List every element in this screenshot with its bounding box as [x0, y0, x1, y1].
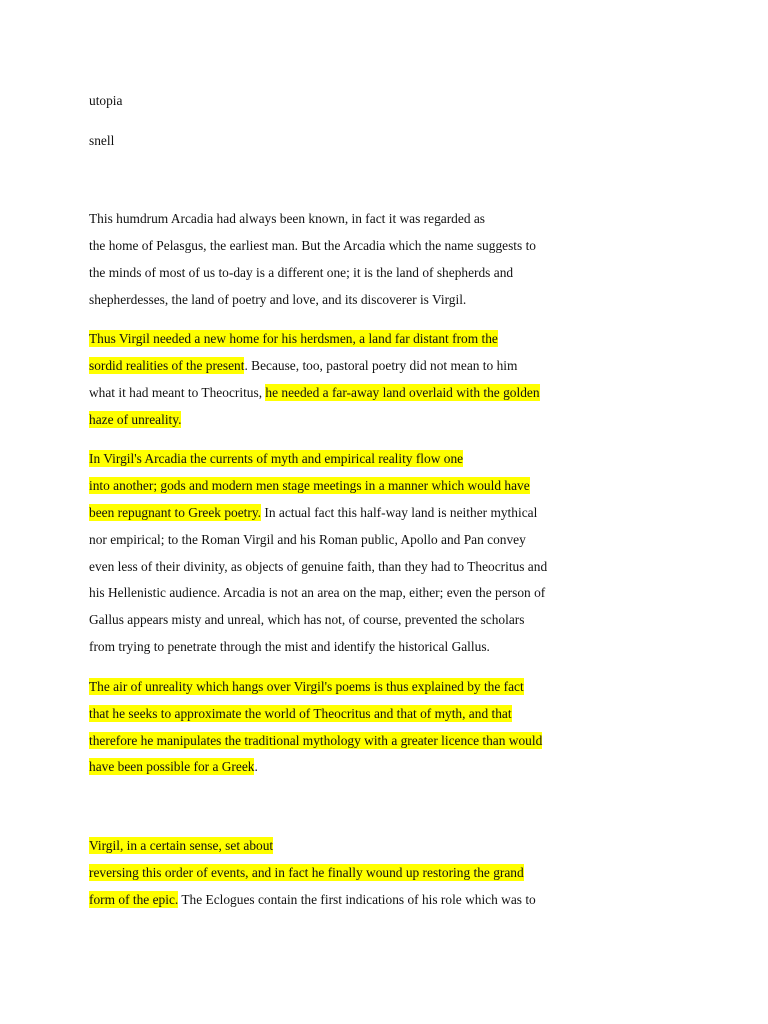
header-line-1: utopia [89, 93, 123, 108]
highlight-span: Virgil, in a certain sense, set about [89, 838, 274, 853]
p5-line-3 [89, 890, 536, 910]
p3-line-1 [89, 449, 463, 469]
p2-line-1 [89, 329, 498, 349]
p2-line-3 [89, 383, 540, 403]
p4-line-2 [89, 704, 512, 724]
p4-line-4 [89, 757, 258, 777]
text-span: what it had meant to Theocritus, [89, 385, 266, 400]
p3-line-7: Gallus appears misty and unreal, which has not, of course, prevented the scholars [89, 612, 525, 627]
text-span: The Eclogues contain the first indications of his role which was to [178, 892, 536, 907]
highlight-span: into another; gods and modern men stage meetings in a manner which would have [89, 478, 530, 493]
header-line-2: snell [89, 133, 115, 148]
highlight-span: that he seeks to approximate the world of Theocritus and that of myth, and that [89, 706, 512, 721]
p5-line-1 [89, 836, 273, 856]
p1-line-3: the minds of most of us to-day is a different one; it is the land of shepherds and [89, 265, 514, 280]
p3-line-2 [89, 476, 530, 496]
highlight-span: form of the epic. [89, 892, 179, 907]
highlight-span: events, and in fact he finally wound up restoring the grand [210, 865, 524, 880]
highlight-span: therefore he manipulates the traditional mythology with a greater licence than would [89, 733, 543, 748]
p2-line-2 [89, 356, 517, 376]
highlight-span: have been possible for a Greek [89, 759, 255, 774]
p2-line-4 [89, 410, 181, 430]
p3-line-5: even less of their divinity, as objects of genuine faith, than they had to Theocritus and [89, 559, 548, 574]
p1-line-2: the home of Pelasgus, the earliest man. But the Arcadia which the name suggests to [89, 238, 536, 253]
p5-line-2 [89, 863, 524, 883]
p3-line-6: his Hellenistic audience. Arcadia is not an area on the map, either; even the person of [89, 585, 546, 600]
highlight-span: reversing this order of [89, 865, 211, 880]
p3-line-4: nor empirical; to the Roman Virgil and his Roman public, Apollo and Pan convey [89, 532, 526, 547]
highlight-span: he needed a far-away land overlaid with the golden [265, 385, 540, 400]
text-span: In actual fact this half-way land is neither mythical [261, 505, 538, 520]
p1-line-4: shepherdesses, the land of poetry and love, and its discoverer is Virgil. [89, 292, 467, 307]
p1-line-1: This humdrum Arcadia had always been known, in fact it was regarded as [89, 211, 486, 226]
p3-line-3 [89, 503, 537, 523]
highlight-span: Thus Virgil needed a new home for his herdsmen, a land far distant from the [89, 331, 498, 346]
text-span: . Because, too, pastoral poetry did not mean to him [244, 358, 518, 373]
p3-line-8: from trying to penetrate through the mist and identify the historical Gallus. [89, 639, 490, 654]
p4-line-1 [89, 677, 524, 697]
highlight-span: The air of unreality which hangs over Virgil's poems is thus explained by the fact [89, 679, 524, 694]
highlight-span: haze of unreality. [89, 412, 182, 427]
p4-line-3 [89, 731, 542, 751]
highlight-span: been repugnant to Greek poetry. [89, 505, 262, 520]
highlight-span: sordid realities of the present [89, 358, 245, 373]
highlight-span: In Virgil's Arcadia the currents of myth and empirical reality flow one [89, 451, 464, 466]
text-span: . [254, 759, 258, 774]
